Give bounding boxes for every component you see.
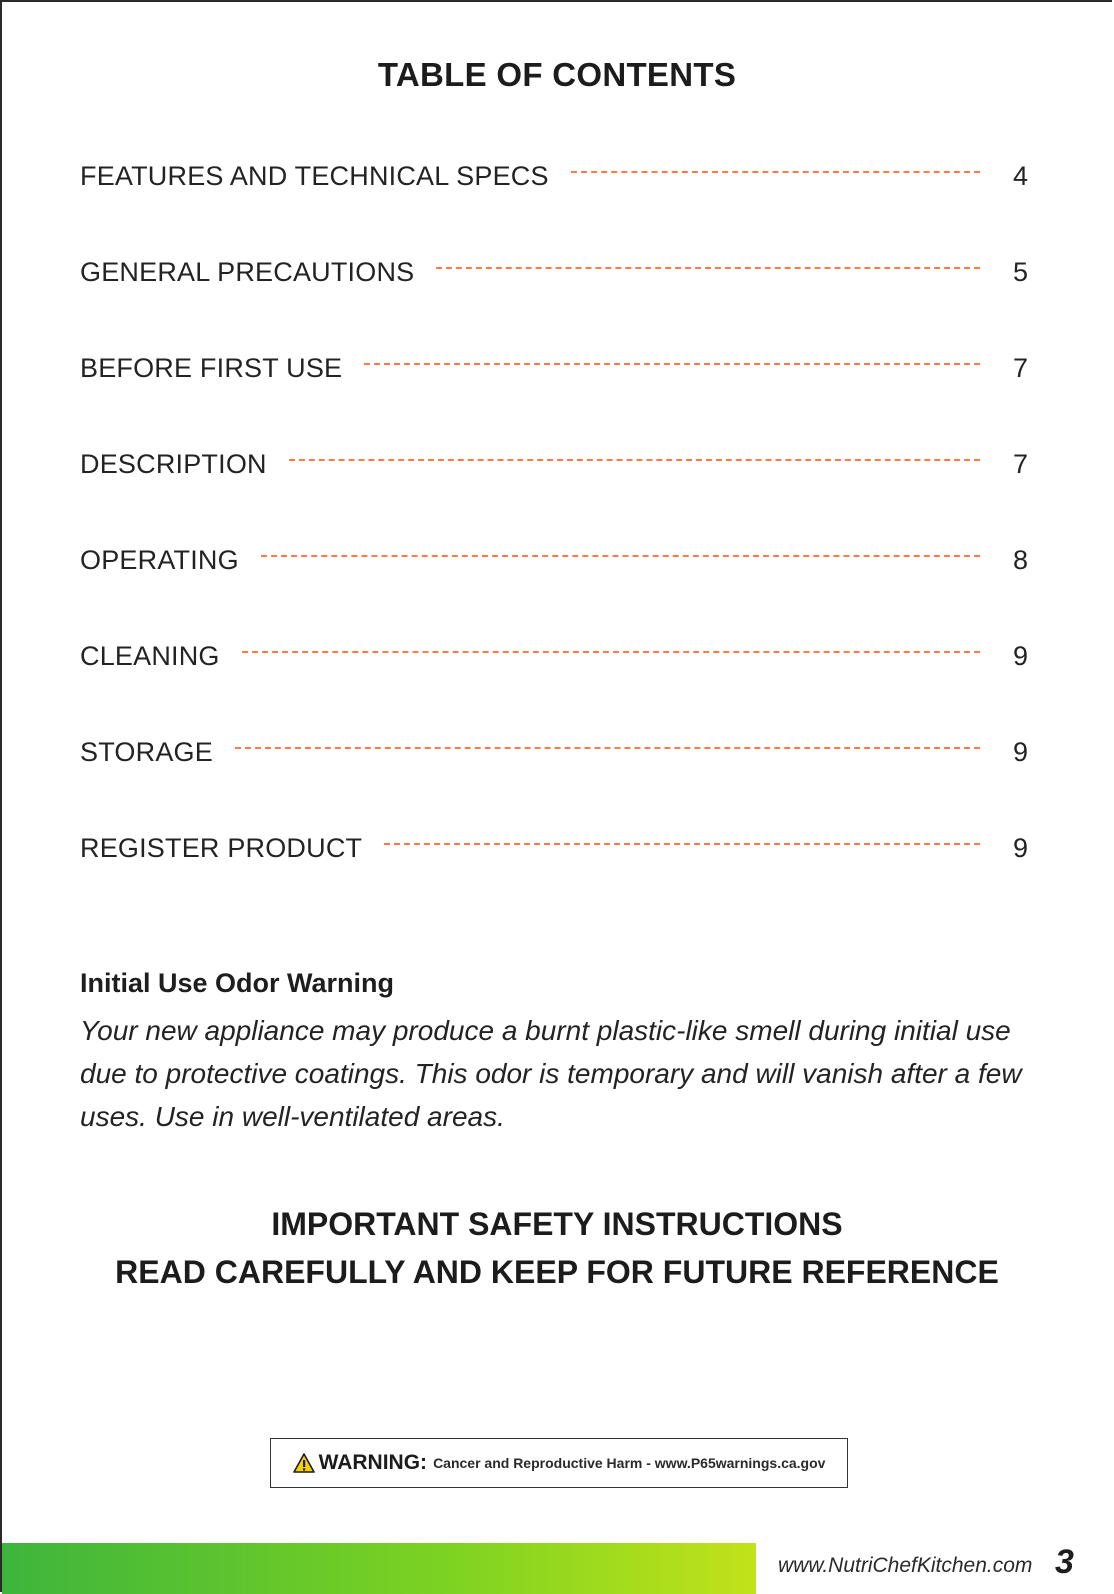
toc-leader xyxy=(261,555,980,557)
toc-entry-page: 9 xyxy=(1012,640,1028,671)
warning-text: Cancer and Reproductive Harm - www.P65warnings.ca.gov xyxy=(433,1455,826,1471)
toc-entry-label: GENERAL PRECAUTIONS xyxy=(80,256,415,287)
toc-entry[interactable] xyxy=(80,540,1028,580)
warning-triangle-icon xyxy=(293,1452,315,1474)
toc-leader xyxy=(571,171,980,173)
toc-entry-page: 9 xyxy=(1012,736,1028,767)
toc-entry-page: 9 xyxy=(1012,832,1028,863)
safety-heading: IMPORTANT SAFETY INSTRUCTIONS xyxy=(271,1206,843,1242)
toc-entry[interactable] xyxy=(80,636,1028,676)
toc-entry[interactable] xyxy=(80,444,1028,484)
toc-entry[interactable] xyxy=(80,732,1028,772)
toc-entry[interactable] xyxy=(80,348,1028,388)
toc-entry-label: CLEANING xyxy=(80,640,220,671)
toc-entry-page: 4 xyxy=(1012,160,1028,191)
warning-label: WARNING: xyxy=(318,1451,428,1474)
safety-subheading: READ CAREFULLY AND KEEP FOR FUTURE REFERENCE xyxy=(115,1254,999,1290)
toc-title: TABLE OF CONTENTS xyxy=(377,56,737,93)
odor-warning xyxy=(80,968,1040,1138)
toc-leader xyxy=(384,843,980,845)
toc-leader xyxy=(235,747,980,749)
toc-entry-label: STORAGE xyxy=(80,736,213,767)
toc-leader xyxy=(242,651,980,653)
toc-entry-label: BEFORE FIRST USE xyxy=(80,352,343,383)
toc-leader xyxy=(289,459,980,461)
toc-entry-label: DESCRIPTION xyxy=(80,448,267,479)
toc-entry[interactable] xyxy=(80,252,1028,292)
toc-entry-label: REGISTER PRODUCT xyxy=(80,832,363,863)
odor-warning-text: Your new appliance may produce a burnt plastic-like smell during initial use due to protective coatings. This odor is temporary and will vanish after a few uses. Use in well-ventilated areas. xyxy=(80,1015,1022,1132)
toc-entry-label: FEATURES AND TECHNICAL SPECS xyxy=(80,160,549,191)
page-number: 3 xyxy=(1055,1543,1074,1581)
footer-website-link[interactable]: www.NutriChefKitchen.com xyxy=(778,1554,1033,1577)
toc-entry[interactable] xyxy=(80,828,1028,868)
toc-entry-page: 7 xyxy=(1012,448,1028,479)
footer-gradient-bar xyxy=(2,1543,756,1594)
safety-instructions xyxy=(0,1200,1114,1296)
toc-leader xyxy=(364,363,980,365)
prop65-warning-box xyxy=(270,1438,848,1488)
toc-entry-page: 7 xyxy=(1012,352,1028,383)
toc-entry[interactable] xyxy=(80,156,1028,196)
toc-leader xyxy=(436,267,980,269)
toc-entry-page: 8 xyxy=(1012,544,1028,575)
toc-entry-page: 5 xyxy=(1012,256,1028,287)
toc-entry-label: OPERATING xyxy=(80,544,239,575)
odor-warning-title: Initial Use Odor Warning xyxy=(80,968,395,998)
